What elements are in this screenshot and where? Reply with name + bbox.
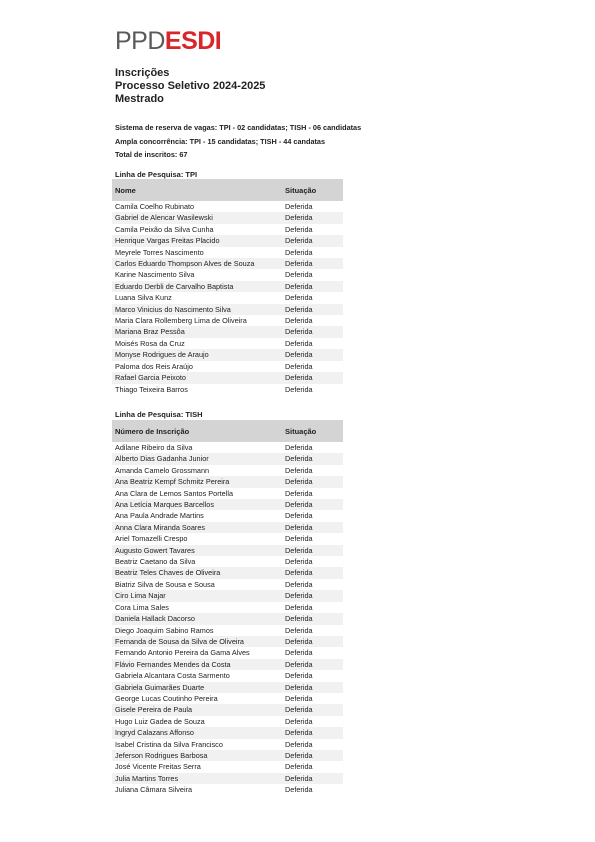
candidate-name: Gabriela Alcantara Costa Sarmento [112,670,282,681]
candidate-status: Deferida [282,465,343,476]
candidate-status: Deferida [282,499,343,510]
candidate-status: Deferida [282,704,343,715]
table-row [112,590,343,601]
tish-table-header [112,420,343,442]
summary-info [115,121,361,162]
candidate-status: Deferida [282,292,343,303]
candidate-name: Camila Peixão da Silva Cunha [112,224,282,235]
candidate-name: Karine Nascimento Silva [112,269,282,280]
candidate-status: Deferida [282,235,343,246]
candidate-name: Flávio Fernandes Mendes da Costa [112,659,282,670]
candidate-status: Deferida [282,590,343,601]
candidate-name: Gabriel de Alencar Wasilewski [112,212,282,223]
table-row [112,488,343,499]
candidate-name: Alberto Dias Gadanha Junior [112,453,282,464]
tish-col-name: Número de Inscrição [112,420,282,442]
candidate-name: Moisés Rosa da Cruz [112,338,282,349]
candidate-name: Juliana Câmara Silveira [112,784,282,795]
table-row [112,384,343,395]
candidate-name: Gisele Pereira de Paula [112,704,282,715]
table-row [112,545,343,556]
info-total: Total de inscritos: 67 [115,150,188,159]
candidate-name: Ciro Lima Najar [112,590,282,601]
table-row [112,556,343,567]
candidate-name: Fernanda de Sousa da Silva de Oliveira [112,636,282,647]
candidate-status: Deferida [282,625,343,636]
candidate-name: Ana Beatriz Kempf Schmitz Pereira [112,476,282,487]
candidate-name: George Lucas Coutinho Pereira [112,693,282,704]
table-row [112,281,343,292]
table-row [112,670,343,681]
candidate-name: Ingryd Calazans Affonso [112,727,282,738]
candidate-status: Deferida [282,269,343,280]
header-level: Mestrado [115,93,164,105]
candidate-name: Marco Vinicius do Nascimento Silva [112,304,282,315]
header-process: Processo Seletivo 2024-2025 [115,80,266,92]
candidate-name: Diego Joaquim Sabino Ramos [112,625,282,636]
candidate-name: Thiago Teixeira Barros [112,384,282,395]
candidate-status: Deferida [282,739,343,750]
candidate-status: Deferida [282,258,343,269]
candidate-status: Deferida [282,488,343,499]
tpi-table-body [112,201,343,395]
info-reserva: Sistema de reserva de vagas: TPI - 02 candidatas; TISH - 06 candidatas [115,123,362,132]
candidate-status: Deferida [282,773,343,784]
table-row [112,750,343,761]
table-row [112,315,343,326]
candidate-status: Deferida [282,670,343,681]
candidate-name: Monyse Rodrigues de Araujo [112,349,282,360]
candidate-status: Deferida [282,453,343,464]
table-row [112,224,343,235]
candidate-name: Biatriz Silva de Sousa e Sousa [112,579,282,590]
candidate-name: Daniela Hallack Dacorso [112,613,282,624]
candidate-name: Adilane Ribeiro da Silva [112,442,282,453]
candidate-status: Deferida [282,315,343,326]
tish-col-status: Situação [282,420,343,442]
table-row [112,349,343,360]
table-row [112,304,343,315]
table-row [112,625,343,636]
info-ampla: Ampla concorrência: TPI - 15 candidatas; TISH - 44 candatas [115,136,326,146]
candidate-name: Ana Paula Andrade Martins [112,510,282,521]
table-row [112,533,343,544]
candidate-status: Deferida [282,602,343,613]
candidate-status: Deferida [282,693,343,704]
candidate-status: Deferida [282,326,343,337]
candidate-status: Deferida [282,476,343,487]
table-row [112,499,343,510]
table-row [112,453,343,464]
table-row [112,442,343,453]
candidate-name: Ariel Tomazelli Crespo [112,533,282,544]
table-row [112,716,343,727]
candidate-name: Luana Silva Kunz [112,292,282,303]
table-row [112,567,343,578]
candidate-name: Carlos Eduardo Thompson Alves de Souza [112,258,282,269]
tish-table [112,420,343,796]
tpi-col-name: Nome [112,179,282,201]
candidate-status: Deferida [282,442,343,453]
candidate-name: Fernando Antonio Pereira da Gama Alves [112,647,282,658]
candidate-status: Deferida [282,338,343,349]
candidate-status: Deferida [282,761,343,772]
candidate-status: Deferida [282,682,343,693]
candidate-status: Deferida [282,579,343,590]
table-row [112,761,343,772]
candidate-name: José Vicente Freitas Serra [112,761,282,772]
tpi-table [112,179,343,395]
candidate-status: Deferida [282,727,343,738]
candidate-name: Beatriz Teles Chaves de Oliveira [112,567,282,578]
candidate-name: Gabriela Guimarães Duarte [112,682,282,693]
table-row [112,693,343,704]
candidate-status: Deferida [282,522,343,533]
table-row [112,522,343,533]
candidate-status: Deferida [282,659,343,670]
table-row [112,247,343,258]
candidate-name: Amanda Camelo Grossmann [112,465,282,476]
table-row [112,465,343,476]
candidate-name: Mariana Braz Pessôa [112,326,282,337]
ppdesdi-logo [115,29,221,53]
candidate-status: Deferida [282,384,343,395]
candidate-status: Deferida [282,281,343,292]
candidate-status: Deferida [282,636,343,647]
candidate-name: Hugo Luiz Gadea de Souza [112,716,282,727]
candidate-status: Deferida [282,212,343,223]
candidate-status: Deferida [282,247,343,258]
candidate-name: Julia Martins Torres [112,773,282,784]
candidate-status: Deferida [282,613,343,624]
candidate-name: Augusto Gowert Tavares [112,545,282,556]
logo-text-esdi: ESDI [164,27,222,55]
logo-text-ppd: PPD [115,27,165,55]
table-row [112,510,343,521]
candidate-status: Deferida [282,533,343,544]
candidate-name: Isabel Cristina da Silva Francisco [112,739,282,750]
table-row [112,476,343,487]
candidate-status: Deferida [282,556,343,567]
candidate-name: Meyrele Torres Nascimento [112,247,282,258]
table-row [112,739,343,750]
tpi-col-status: Situação [282,179,343,201]
candidate-name: Anna Clara Miranda Soares [112,522,282,533]
candidate-status: Deferida [282,784,343,795]
table-row [112,579,343,590]
candidate-name: Maria Clara Rollemberg Lima de Oliveira [112,315,282,326]
table-row [112,727,343,738]
table-row [112,613,343,624]
header-title: Inscrições [115,67,170,79]
candidate-name: Henrique Vargas Freitas Placido [112,235,282,246]
candidate-status: Deferida [282,349,343,360]
table-row [112,269,343,280]
candidate-status: Deferida [282,201,343,212]
candidate-status: Deferida [282,372,343,383]
tish-table-body [112,442,343,796]
candidate-status: Deferida [282,716,343,727]
table-row [112,602,343,613]
candidate-status: Deferida [282,750,343,761]
table-row [112,773,343,784]
table-row [112,361,343,372]
candidate-status: Deferida [282,545,343,556]
table-row [112,784,343,795]
candidate-status: Deferida [282,224,343,235]
table-row [112,704,343,715]
candidate-name: Cora Lima Sales [112,602,282,613]
tpi-table-header [112,179,343,201]
table-row [112,258,343,269]
table-row [112,636,343,647]
candidate-name: Eduardo Derbli de Carvalho Baptista [112,281,282,292]
tish-section-label: Linha de Pesquisa: TISH [115,410,203,419]
tpi-section-label: Linha de Pesquisa: TPI [115,170,198,179]
candidate-status: Deferida [282,304,343,315]
document-header [115,67,265,106]
candidate-name: Paloma dos Reis Araújo [112,361,282,372]
candidate-name: Camila Coelho Rubinato [112,201,282,212]
candidate-name: Ana Letícia Marques Barcellos [112,499,282,510]
table-row [112,372,343,383]
table-row [112,235,343,246]
table-row [112,201,343,212]
table-row [112,212,343,223]
table-row [112,682,343,693]
candidate-status: Deferida [282,361,343,372]
candidate-name: Jeferson Rodrigues Barbosa [112,750,282,761]
table-row [112,292,343,303]
table-row [112,326,343,337]
candidate-status: Deferida [282,567,343,578]
table-row [112,647,343,658]
candidate-status: Deferida [282,510,343,521]
table-row [112,338,343,349]
candidate-name: Ana Clara de Lemos Santos Portella [112,488,282,499]
candidate-status: Deferida [282,647,343,658]
table-row [112,659,343,670]
candidate-name: Beatriz Caetano da Silva [112,556,282,567]
candidate-name: Rafael Garcia Peixoto [112,372,282,383]
